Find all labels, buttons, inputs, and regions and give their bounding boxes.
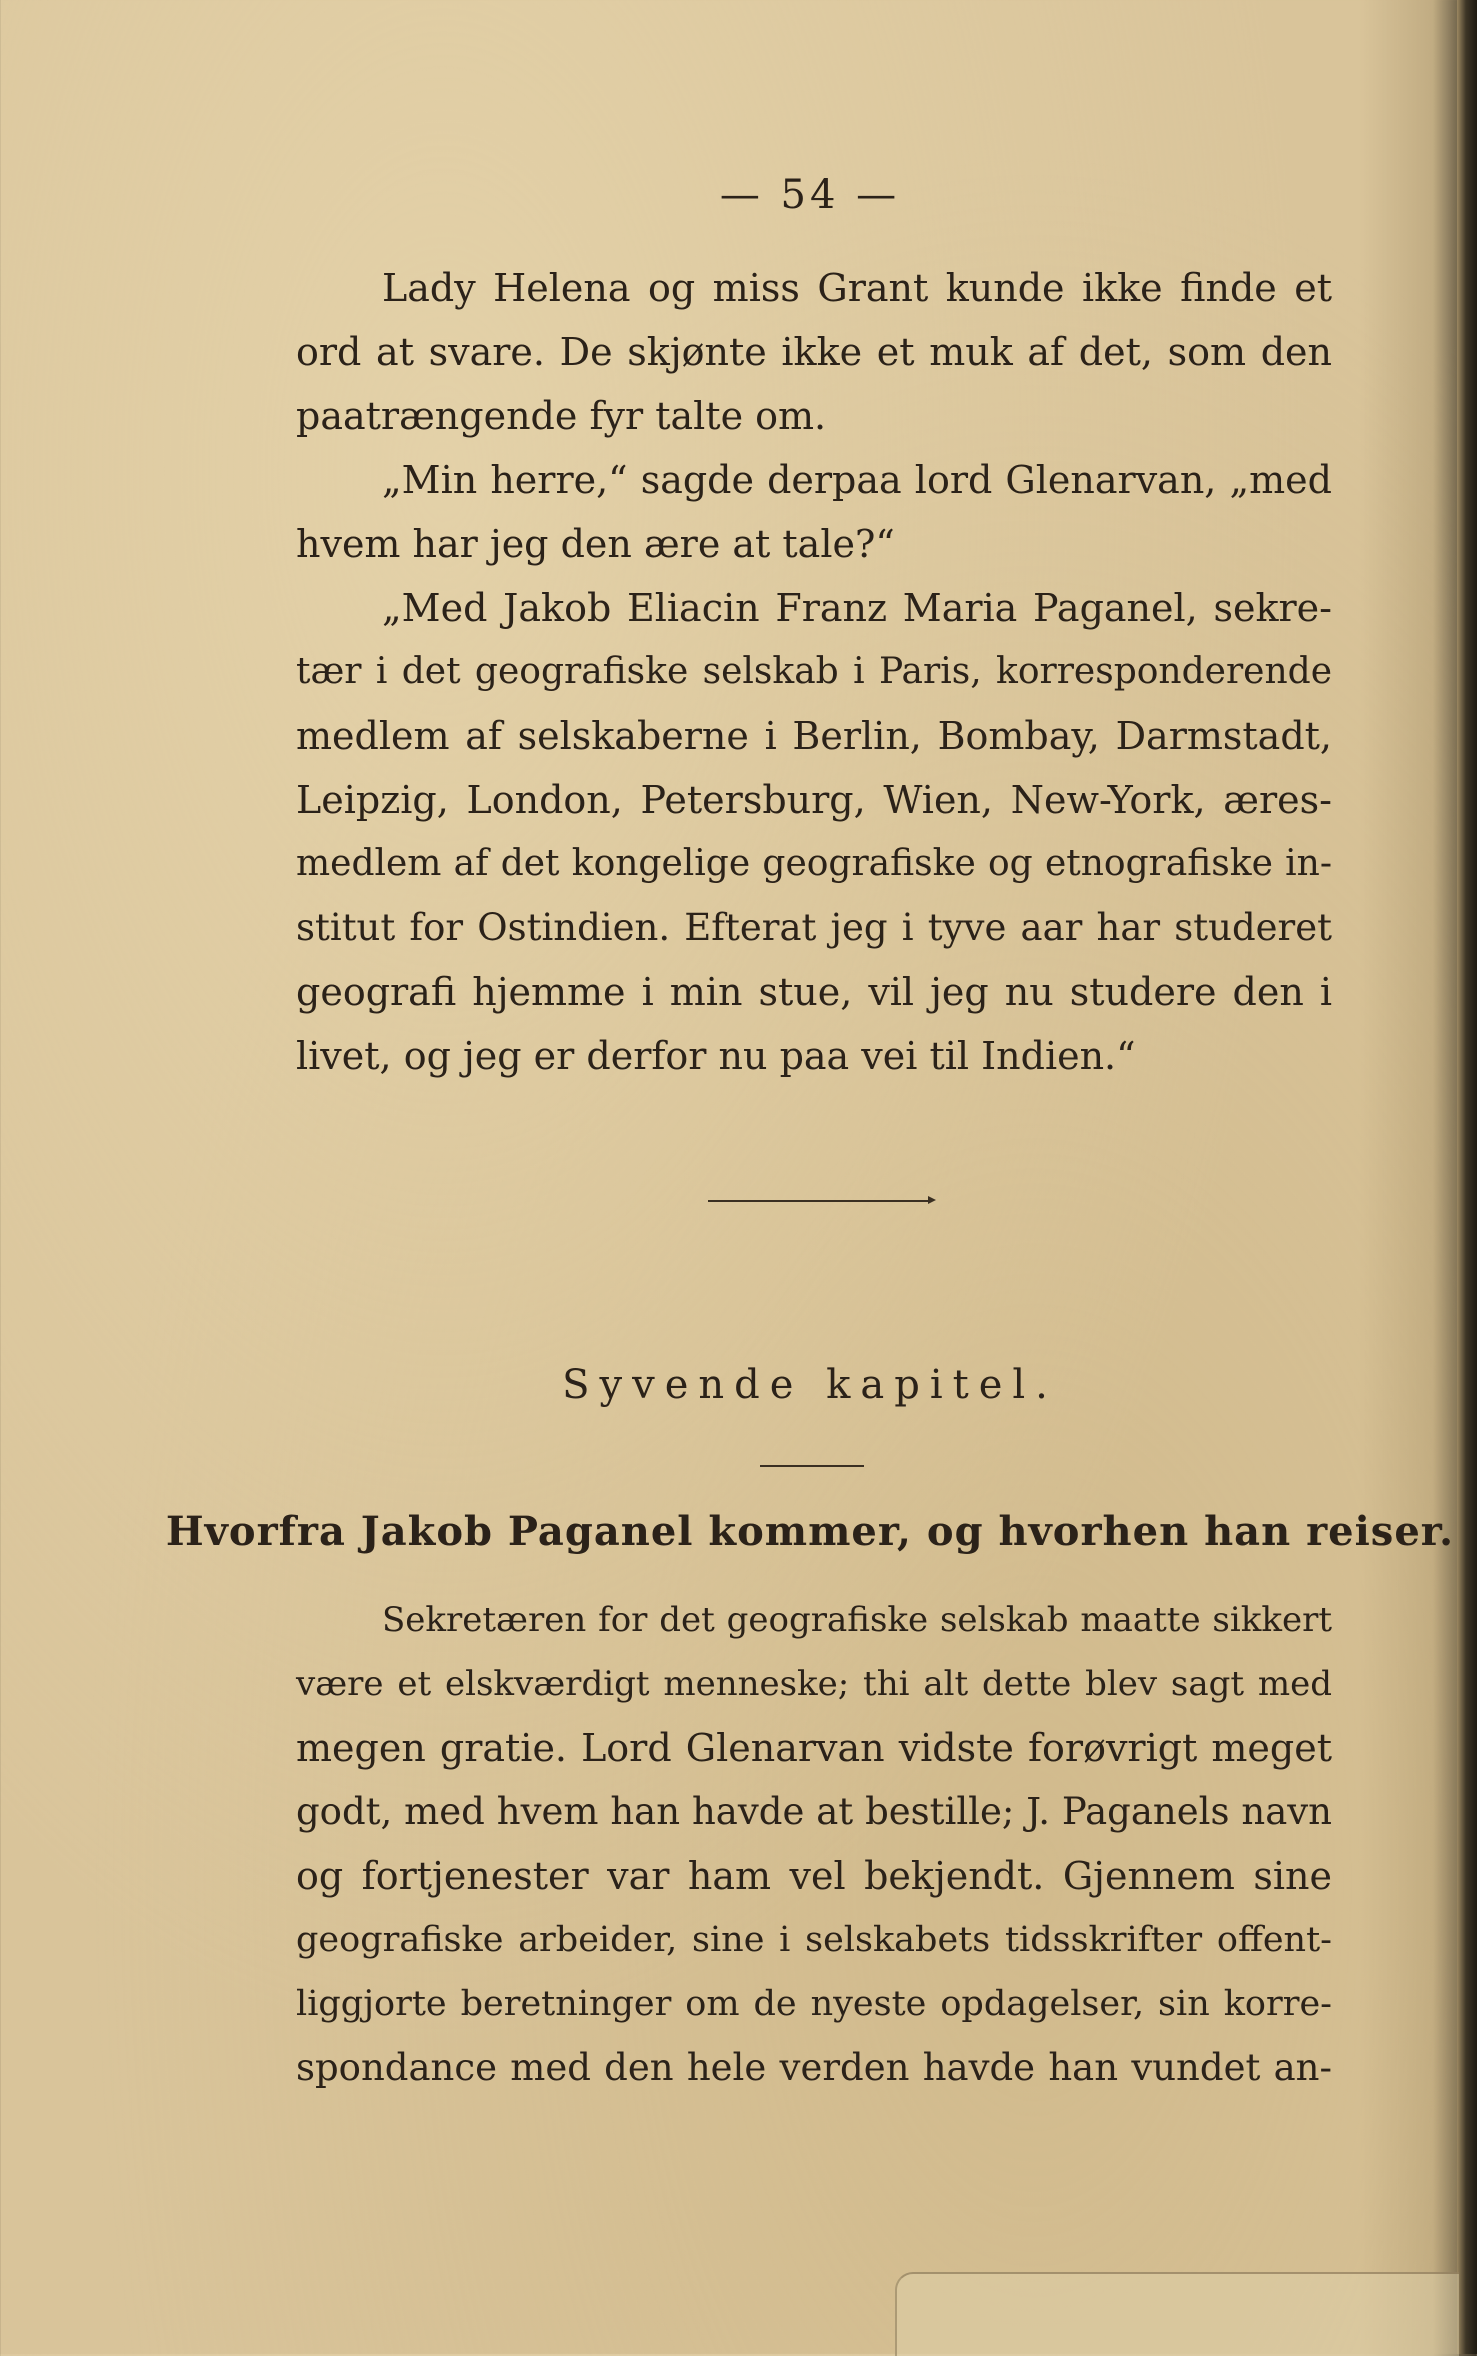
text-line: „Med Jakob Eliacin Franz Maria Paganel, sekre- xyxy=(382,586,1332,630)
text-line: liggjorte beretninger om de nyeste opdagelser, sin korre- xyxy=(296,1984,1332,2024)
text-line: geografi hjemme i min stue, vil jeg nu studere den i xyxy=(296,970,1332,1014)
page-edge xyxy=(1457,0,1477,2354)
text-line: geografiske arbeider, sine i selskabets tidsskrifter offent- xyxy=(296,1920,1332,1960)
chapter-title: Hvorfra Jakob Paganel kommer, og hvorhen han reiser. xyxy=(165,1508,1455,1555)
page-fold-edge xyxy=(895,2272,1459,2356)
text-line: være et elskværdigt menneske; thi alt dette blev sagt med xyxy=(296,1664,1332,1704)
top-text-block xyxy=(296,256,1332,1088)
text-line: medlem af det kongelige geografiske og etnografiske in- xyxy=(296,843,1332,884)
text-line: „Min herre,“ sagde derpaa lord Glenarvan, „med xyxy=(382,458,1332,502)
text-line: medlem af selskaberne i Berlin, Bombay, Darmstadt, xyxy=(296,714,1332,758)
text-line: Sekretæren for det geografiske selskab maatte sikkert xyxy=(382,1600,1332,1640)
text-line: paatrængende fyr talte om. xyxy=(296,394,827,438)
text-line: stitut for Ostindien. Efterat jeg i tyve aar har studeret xyxy=(296,906,1332,949)
page-number: — 54 — xyxy=(719,172,901,218)
text-line: livet, og jeg er derfor nu paa vei til Indien.“ xyxy=(296,1034,1136,1078)
text-line: og fortjenester var ham vel bekjendt. Gjennem sine xyxy=(296,1854,1332,1898)
text-line: Leipzig, London, Petersburg, Wien, New-York, æres- xyxy=(296,778,1332,822)
text-line: tær i det geografiske selskab i Paris, korresponderende xyxy=(296,651,1332,692)
bottom-text-block xyxy=(296,1588,1332,2100)
text-line: ord at svare. De skjønte ikke et muk af det, som den xyxy=(296,330,1332,374)
text-line: Lady Helena og miss Grant kunde ikke finde et xyxy=(382,266,1332,310)
section-end-rule xyxy=(708,1200,928,1206)
chapter-label: Syvende kapitel. xyxy=(562,1362,1058,1408)
text-line: hvem har jeg den ære at tale?“ xyxy=(296,522,895,566)
text-line: godt, med hvem han havde at bestille; J. Paganels navn xyxy=(296,1790,1332,1833)
text-line: spondance med den hele verden havde han vundet an- xyxy=(296,2046,1332,2089)
text-line: megen gratie. Lord Glenarvan vidste forøvrigt meget xyxy=(296,1726,1332,1770)
chapter-divider xyxy=(760,1465,864,1467)
